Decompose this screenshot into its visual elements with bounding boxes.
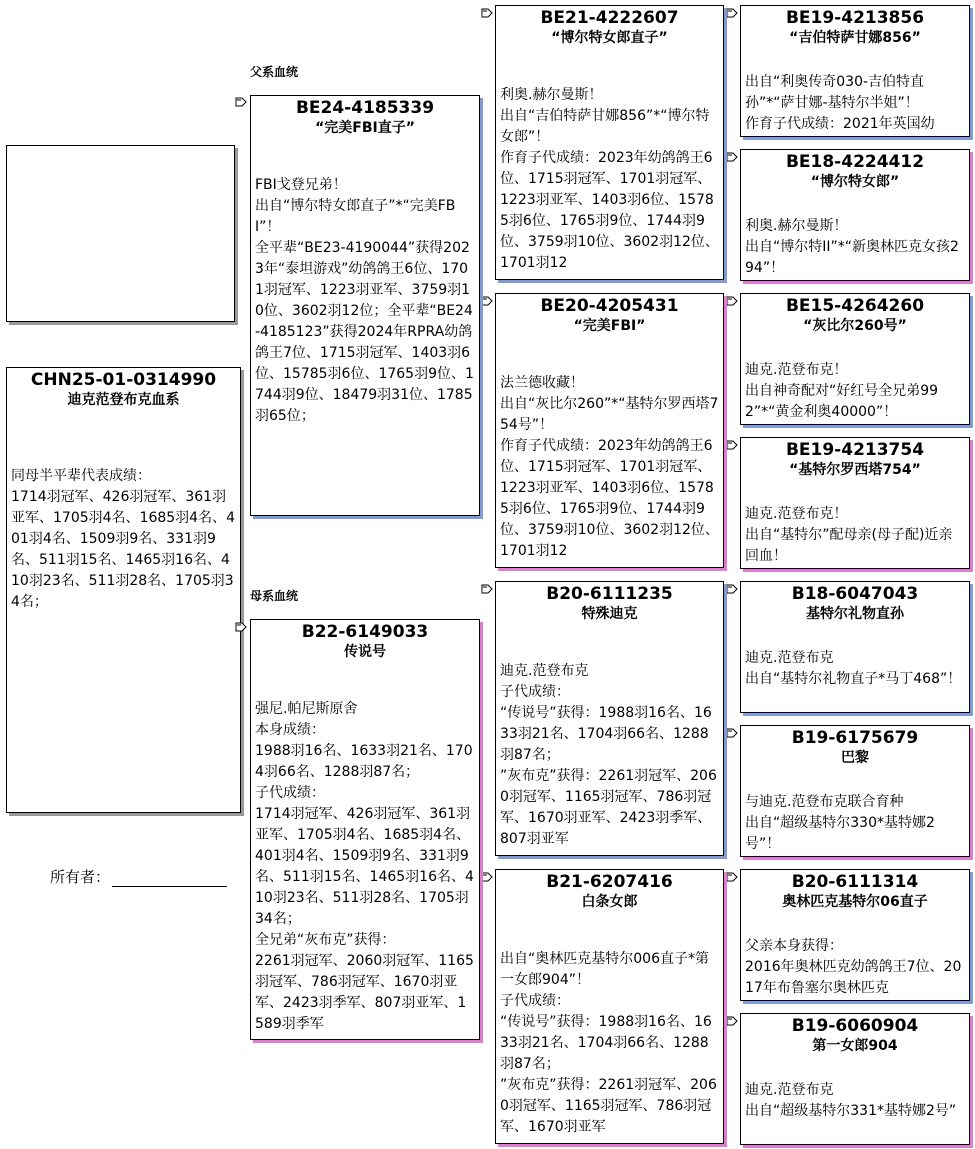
dsd-card[interactable]: [740, 725, 970, 857]
sire-sire-name: “博尔特女郎直子”: [551, 30, 668, 46]
sds-name: “灰比尔260号”: [803, 318, 907, 334]
dss-card[interactable]: [740, 581, 970, 713]
sdd-card[interactable]: [740, 437, 970, 569]
dam-body: 强尼.帕尼斯原舍 本身成绩： 1988羽16名、1633羽21名、1704羽66名、1288羽87名； 子代成绩： 1714羽冠军、426羽冠军、361羽亚军、1705羽4名、1685羽4名、401羽4名、1509羽9名、331羽9名、511羽15名、1465羽16名、410羽23名、511羽28名、1705羽34名； 全兄弟“灰布克”获得： 2261羽冠军、2060羽冠军、1165羽冠军、786羽冠军、1670羽亚军、2423羽季军、807羽亚军、1589羽季军: [255, 701, 474, 1032]
subject-ring: CHN25-01-0314990: [30, 370, 217, 390]
dss-ring: B18-6047043: [791, 584, 919, 604]
sdd-body: 迪克.范登布克！ 出自“基特尔”配母亲(母子配)近亲回血！: [745, 506, 953, 564]
sss-ring: BE19-4213856: [785, 8, 925, 28]
expand-connector-icon[interactable]: [234, 95, 248, 109]
dam-card[interactable]: [250, 619, 480, 1040]
sire-sire-ring: BE21-4222607: [540, 8, 679, 28]
sds-body: 迪克.范登布克！ 出自神奇配对“好红号全兄弟992”*“黄金利奥40000”！: [745, 362, 939, 420]
dam-dam-card[interactable]: [495, 869, 724, 1144]
dsd-ring: B19-6175679: [791, 728, 919, 748]
sire-dam-ring: BE20-4205431: [540, 296, 679, 316]
sss-body: 出自“利奥传奇030-吉伯特直孙”*“萨甘娜-基特尔半姐”！ 作育子代成绩：2021年英国幼: [745, 74, 935, 132]
ddd-ring: B19-6060904: [791, 1016, 919, 1036]
sdd-ring: BE19-4213754: [785, 440, 925, 460]
sire-dam-card[interactable]: [495, 293, 724, 568]
expand-connector-icon[interactable]: [234, 620, 248, 634]
subject-body: 同母半平辈代表成绩： 1714羽冠军、426羽冠军、361羽亚军、1705羽4名、1685羽4名、401羽4名、1509羽9名、331羽9名、511羽15名、1465羽16名、410羽23名、511羽28名、1705羽34名；: [11, 468, 235, 610]
expand-connector-icon[interactable]: [725, 870, 739, 884]
sire-name: “完美FBI直子”: [315, 120, 415, 136]
ssd-body: 利奥.赫尔曼斯！ 出自“博尔特II”*“新奥林匹克女孩294”！: [745, 218, 959, 276]
ddd-card[interactable]: [740, 1013, 970, 1145]
dsd-name: 巴黎: [841, 750, 869, 766]
dam-sire-card[interactable]: [495, 581, 724, 856]
ddd-body: 迪克.范登布克 出自“超级基特尔331*基特娜2号”: [745, 1082, 957, 1119]
expand-connector-icon[interactable]: [480, 294, 494, 308]
sss-card[interactable]: [740, 5, 970, 137]
sire-sire-card[interactable]: [495, 5, 724, 280]
sire-dam-body: 法兰德收藏！ 出自“灰比尔260”*“基特尔罗西塔754号”！ 作育子代成绩：2023年幼鸽鸽王6位、1715羽冠军、1701羽冠军、1223羽亚军、1403羽6位、15785羽6位、1765羽9位、1744羽9位、3759羽10位、3602羽12位、1701羽12: [500, 375, 719, 559]
ddd-name: 第一女郎904: [812, 1038, 898, 1054]
dds-body: 父亲本身获得： 2016年奥林匹克幼鸽鸽王7位、2017年布鲁塞尔奥林匹克: [745, 938, 962, 996]
dam-sire-body: 迪克.范登布克 子代成绩： “传说号”获得：1988羽16名、1633羽21名、1704羽66名、1288羽87名； ”灰布克”获得：2261羽冠军、2060羽冠军、1165羽冠军、786羽冠军、1670羽亚军、2423羽季军、807羽亚军: [500, 663, 717, 847]
owner-blank-line[interactable]: [112, 870, 227, 887]
sds-ring: BE15-4264260: [785, 296, 925, 316]
expand-connector-icon[interactable]: [725, 6, 739, 20]
dam-dam-body: 出自“奥林匹克基特尔006直子*第一女郎904”！ 子代成绩： “传说号”获得：1988羽16名、1633羽21名、1704羽66名、1288羽87名； ”灰布克”获得：2261羽冠军、2060羽冠军、1165羽冠军、786羽冠军、1670羽亚军: [500, 951, 717, 1135]
expand-connector-icon[interactable]: [725, 438, 739, 452]
sds-card[interactable]: [740, 293, 970, 425]
sire-dam-name: “完美FBI”: [573, 318, 646, 334]
paternal-label: 父系血统: [250, 65, 299, 79]
dam-ring: B22-6149033: [301, 622, 429, 642]
dam-dam-ring: B21-6207416: [546, 872, 673, 892]
sdd-name: “基特尔罗西塔754”: [789, 462, 921, 478]
maternal-label: 母系血统: [250, 589, 299, 603]
ssd-ring: BE18-4224412: [785, 152, 925, 172]
dss-body: 迪克.范登布克 出自“基特尔礼物直子*马丁468”！: [745, 650, 962, 687]
subject-name: 迪克范登布克血系: [67, 392, 180, 408]
expand-connector-icon[interactable]: [725, 582, 739, 596]
expand-connector-icon[interactable]: [725, 150, 739, 164]
dds-ring: B20-6111314: [791, 872, 919, 892]
subject-card[interactable]: [6, 367, 241, 813]
expand-connector-icon[interactable]: [725, 294, 739, 308]
dam-sire-ring: B20-6111235: [546, 584, 673, 604]
sss-name: “吉伯特萨甘娜856”: [789, 30, 921, 46]
owner-field: [50, 866, 227, 887]
dss-name: 基特尔礼物直孙: [806, 606, 904, 622]
dsd-body: 与迪克.范登布克联合育种 出自“超级基特尔330*基特娜2号”！: [745, 794, 935, 852]
sire-sire-body: 利奥.赫尔曼斯！ 出自“吉伯特萨甘娜856”*“博尔特女郎”！ 作育子代成绩：2023年幼鸽鸽王6位、1715羽冠军、1701羽冠军、1223羽亚军、1403羽6位、15785羽6位、1765羽9位、1744羽9位、3759羽10位、3602羽12位、1701羽12: [500, 87, 719, 271]
sire-card[interactable]: [250, 95, 480, 516]
pigeon-photo-placeholder: [6, 145, 235, 322]
dam-sire-name: 特殊迪克: [581, 606, 638, 622]
expand-connector-icon[interactable]: [480, 870, 494, 884]
expand-connector-icon[interactable]: [725, 726, 739, 740]
owner-label: 所有者：: [50, 868, 111, 886]
sire-ring: BE24-4185339: [295, 98, 435, 118]
expand-connector-icon[interactable]: [725, 1014, 739, 1028]
dam-dam-name: 白条女郎: [581, 894, 638, 910]
ssd-name: “博尔特女郎”: [810, 174, 900, 190]
dds-card[interactable]: [740, 869, 970, 1001]
expand-connector-icon[interactable]: [480, 6, 494, 20]
dds-name: 奥林匹克基特尔06直子: [782, 894, 928, 910]
sire-body: FBI戈登兄弟！ 出自“博尔特女郎直子”*“完美FBI”！ 全平辈“BE23-4190044”获得2023年“泰坦游戏”幼鸽鸽王6位、1701羽冠军、1223羽亚军、3759羽10位、3602羽12位；全平辈“BE24-4185123”获得2024年RPRA幼鸽鸽王7位、1715羽冠军、1403羽6位、15785羽6位、1765羽9位、1744羽9位、18479羽31位、1785羽65位；: [255, 177, 474, 424]
expand-connector-icon[interactable]: [480, 582, 494, 596]
ssd-card[interactable]: [740, 149, 970, 281]
dam-name: 传说号: [344, 644, 386, 660]
